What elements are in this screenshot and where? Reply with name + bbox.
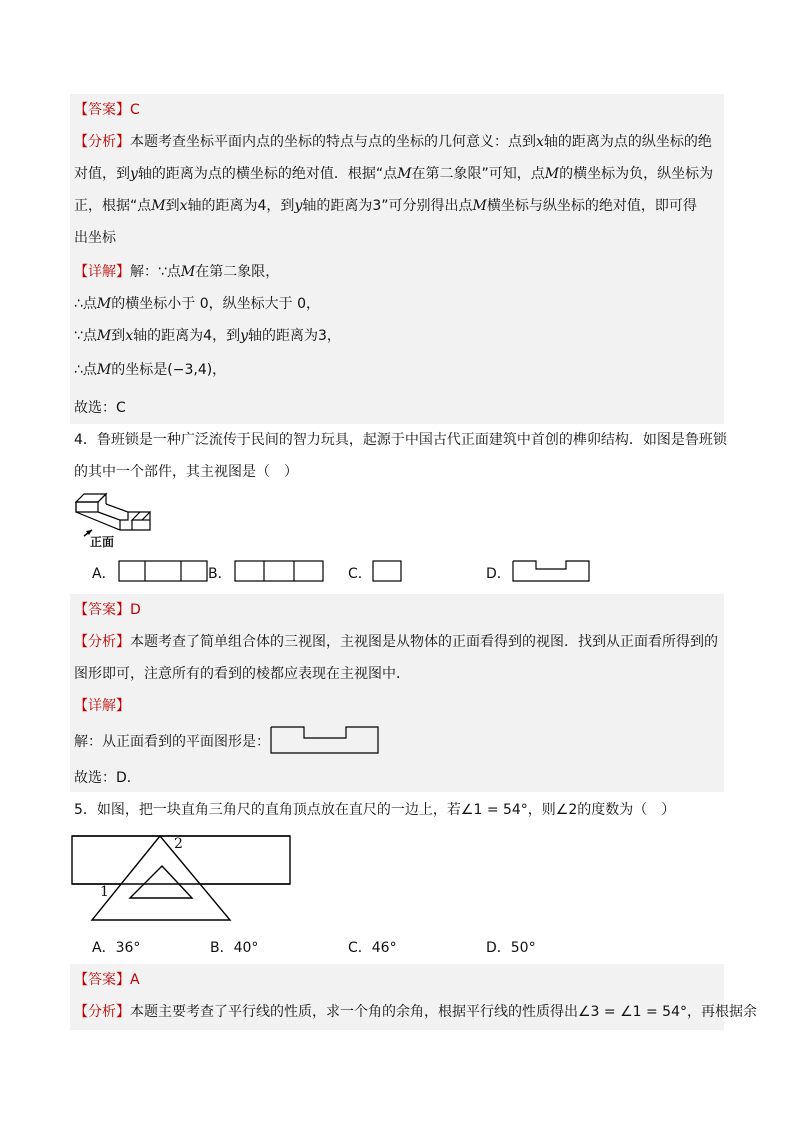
- q4-option-c[interactable]: C．: [348, 566, 372, 582]
- q4-analysis-line-2: 图形即可，注意所有的看到的棱都应表现在主视图中．: [74, 666, 410, 682]
- q5-stem: 5．如图，把一块直角三角尺的直角顶点放在直尺的一边上，若∠1 = 54°，则∠2的度数为（ ）: [74, 802, 676, 818]
- q4-stem-line-1: 4．鲁班锁是一种广泛流传于民间的智力玩具，起源于中国古代正面建筑中首创的榫卯结构．如图是鲁班锁: [74, 432, 727, 448]
- q4-detail-figure: [270, 726, 380, 754]
- q3-analysis-line-2: 对值，到y轴的距离为点的横坐标的绝对值．根据“点M在第二象限”可知，点M的横坐标为负，纵坐标为: [74, 166, 714, 182]
- q4-answer: 【答案】D: [74, 602, 141, 618]
- q4-option-a[interactable]: A．: [92, 566, 116, 582]
- q4-option-b-figure: [234, 560, 324, 582]
- q5-answer: 【答案】A: [74, 972, 140, 988]
- q5-option-d[interactable]: D．50°: [486, 940, 536, 956]
- q4-option-b[interactable]: B．: [208, 566, 232, 582]
- q3-answer: 【答案】C: [74, 102, 140, 118]
- q4-detail-tag: 【详解】: [74, 698, 130, 714]
- q5-angle-label-1: 1: [100, 884, 109, 900]
- q3-detail-line-3: ∵点M到x轴的距离为4，到y轴的距离为3，: [74, 328, 341, 344]
- q4-analysis-line-1: 【分析】本题考查了简单组合体的三视图，主视图是从物体的正面看得到的视图．找到从正面看所得到的: [74, 634, 718, 650]
- q4-detail-line-1: 解：从正面看到的平面图形是：: [74, 734, 270, 750]
- q3-final: 故选：C: [74, 400, 126, 416]
- q5-option-b[interactable]: B．40°: [210, 940, 259, 956]
- q3-analysis-line-1: 【分析】本题考查坐标平面内点的坐标的特点与点的坐标的几何意义：点到x轴的距离为点的纵坐标的绝: [74, 134, 712, 150]
- q4-option-d[interactable]: D．: [486, 566, 511, 582]
- q4-lock-part-figure: [72, 490, 162, 550]
- q3-analysis-line-4: 出坐标: [74, 230, 116, 246]
- q4-final: 故选：D．: [74, 770, 141, 786]
- q4-option-d-figure: [512, 560, 590, 582]
- q5-option-a[interactable]: A．36°: [92, 940, 141, 956]
- q4-solution-block: [70, 594, 724, 792]
- q4-front-label: 正面: [90, 535, 115, 549]
- q5-analysis-line-1: 【分析】本题主要考查了平行线的性质，求一个角的余角，根据平行线的性质得出∠3 = ∠1 = 54°，再根据余: [74, 1004, 757, 1020]
- q5-angle-label-2: 2: [174, 836, 183, 852]
- q3-detail-line-1: 【详解】解：∵点M在第二象限，: [74, 264, 280, 280]
- q4-stem-line-2: 的其中一个部件，其主视图是（ ）: [74, 464, 298, 480]
- q3-detail-line-4: ∴点M的坐标是(−3,4)，: [74, 362, 227, 378]
- q4-option-c-figure: [372, 560, 402, 582]
- q3-detail-line-2: ∴点M的横坐标小于 0，纵坐标大于 0，: [74, 296, 320, 312]
- q5-option-c[interactable]: C．46°: [348, 940, 397, 956]
- q3-analysis-line-3: 正，根据“点M到x轴的距离为4，到y轴的距离为3”可分别得出点M横坐标与纵坐标的绝对值，即可得: [74, 198, 697, 214]
- q4-option-a-figure: [118, 560, 208, 582]
